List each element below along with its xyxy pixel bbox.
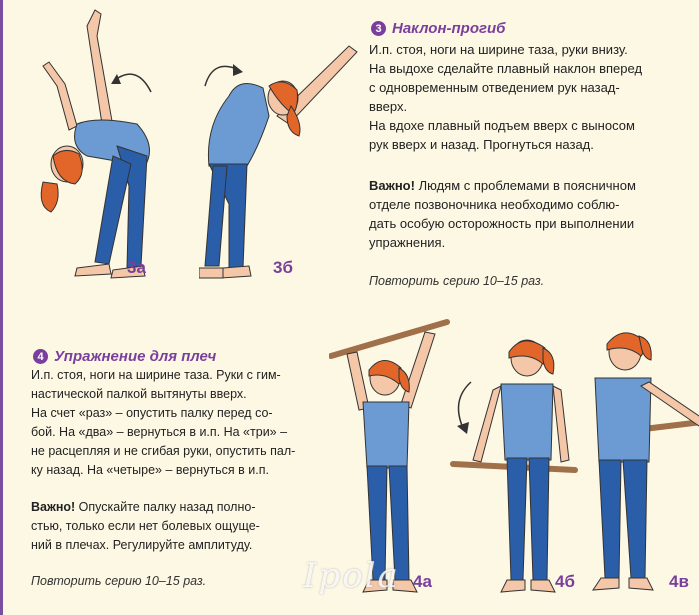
figure-3b-label: 3б [273,258,293,277]
curved-arrow-icon [199,54,247,90]
warning-label: Важно! [31,500,76,514]
figure-4c-label: 4в [669,572,689,591]
text-line: отделе позвоночника необходимо соблю- [369,197,620,212]
text-line: И.п. стоя, ноги на ширине таза, руки внизу. [369,42,628,57]
text-line: настической палкой вытянуты вверх. [31,387,247,401]
text-line: На вдохе плавный подъем вверх с выносом [369,118,635,133]
figure-4b-illustration [449,330,589,610]
curved-arrow-icon [447,380,477,436]
section-number-badge: 3 [371,21,386,36]
text-line: рук вверх и назад. Прогнуться назад. [369,137,594,152]
text-line: стью, только если нет болевых ощуще- [31,519,260,533]
text-line: Людям с проблемами в поясничном [414,178,636,193]
section-3-title: Наклон-прогиб [392,20,506,37]
text-line: На выдохе сделайте плавный наклон вперед [369,61,643,76]
text-line: ку назад. На «четыре» – вернуться в и.п. [31,463,269,477]
text-line: бой. На «два» – вернуться в и.п. На «три» – [31,425,288,439]
text-line: с одновременным отведением рук назад- [369,80,620,95]
watermark-text: Ipola [303,556,400,596]
text-line: На счет «раз» – опустить палку перед со- [31,406,273,420]
text-line: вверх. [369,99,408,114]
text-line: не расцепляя и не сгибая руки, опустить пал- [31,444,296,458]
section-number-badge: 4 [33,349,48,364]
section-4-repeat: Повторить серию 10–15 раз. [31,574,207,588]
figure-3a-illustration [17,6,177,286]
section-3-repeat: Повторить серию 10–15 раз. [369,274,545,288]
section-4-header [33,348,216,365]
text-line: дать особую осторожность при выполнении [369,216,635,231]
text-line: упражнения. [369,235,446,250]
text-line: ний в плечах. Регулируйте амплитуду. [31,538,253,552]
section-4-warning [31,498,331,555]
text-line: Опускайте палку назад полно- [75,500,256,514]
section-3-header [371,20,505,37]
warning-label: Важно! [369,178,415,193]
section-3-description [369,40,695,154]
section-4-description [31,366,331,480]
curved-arrow-icon [107,60,155,96]
text-line: И.п. стоя, ноги на ширине таза. Руки с гим- [31,368,281,382]
section-3-warning [369,176,695,252]
figure-4a-label: 4а [413,572,432,591]
section-4-title: Упражнение для плеч [54,348,217,365]
figure-4c-illustration [579,322,699,608]
figure-4b-label: 4б [555,572,575,591]
figure-3a-label: 3а [127,258,146,277]
